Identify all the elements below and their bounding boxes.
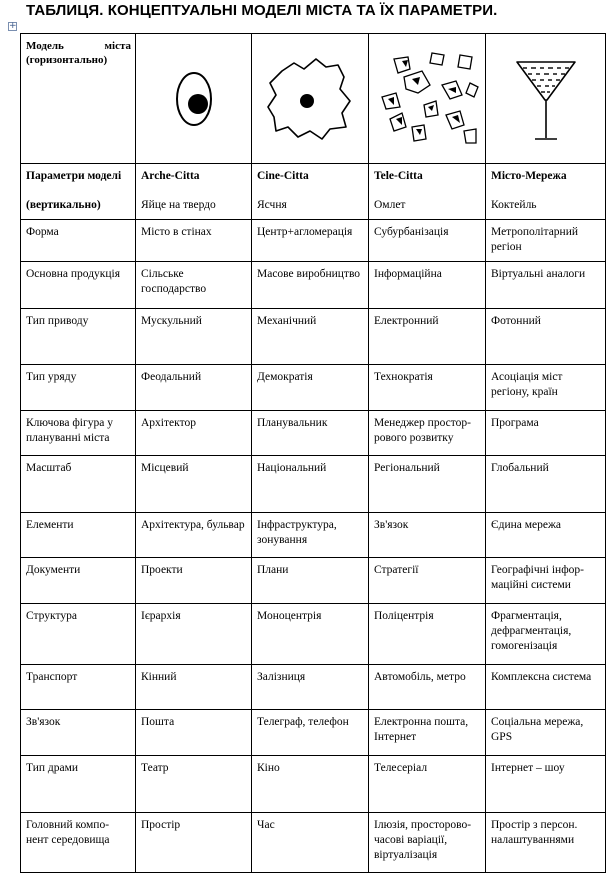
table-row: [21, 604, 606, 665]
table-cell: Демократія: [252, 365, 369, 411]
params-header-row: [21, 164, 606, 220]
model-subtitle: Яйце на твердо: [141, 199, 216, 211]
table-cell: Залізниця: [252, 665, 369, 710]
param-label: Структура: [21, 604, 136, 665]
table-cell: Єдина мережа: [486, 513, 606, 558]
table-row: [21, 665, 606, 710]
table-cell: Ілюзія, просторово-часові варіації, віртуалізація: [369, 813, 486, 873]
table-cell: Телеграф, телефон: [252, 710, 369, 756]
model-subtitle: Омлет: [374, 199, 406, 211]
table-cell: Електронний: [369, 309, 486, 365]
params-label-a: Параметри моделі: [26, 170, 122, 182]
params-header-cell: [21, 164, 136, 220]
table-cell: Телесеріал: [369, 756, 486, 813]
model-name: Місто-Мережа: [491, 170, 567, 182]
table-cell: Сільське господарство: [136, 262, 252, 309]
model-subtitle: Коктейль: [491, 199, 537, 211]
table-cell: Зв'язок: [369, 513, 486, 558]
model-label-b: міста: [104, 40, 131, 52]
table-cell: Віртуальні аналоги: [486, 262, 606, 309]
model-header-arche: [136, 164, 252, 220]
table-cell: Масове виробництво: [252, 262, 369, 309]
table-cell: Центр+агломерація: [252, 220, 369, 262]
table-row: [21, 220, 606, 262]
param-label: Тип уряду: [21, 365, 136, 411]
param-label: Зв'язок: [21, 710, 136, 756]
table-cell: Програма: [486, 411, 606, 456]
fried-egg-icon: [260, 51, 360, 147]
table-cell: Мускульний: [136, 309, 252, 365]
table-cell: Регіональний: [369, 456, 486, 513]
table-cell: Час: [252, 813, 369, 873]
page-title: ТАБЛИЦЯ. КОНЦЕПТУАЛЬНІ МОДЕЛІ МІСТА ТА ЇХ ПАРАМЕТРИ.: [26, 2, 498, 19]
table-cell: Архітектор: [136, 411, 252, 456]
param-label: Транспорт: [21, 665, 136, 710]
param-label: Масштаб: [21, 456, 136, 513]
model-header-cine: [252, 164, 369, 220]
table-cell: Асоціація міст регіону, країн: [486, 365, 606, 411]
model-name: Cine-Citta: [257, 170, 309, 182]
table-cell: Географічні інфор-маційні системи: [486, 558, 606, 604]
table-cell: Автомобіль, метро: [369, 665, 486, 710]
table-cell: Механічний: [252, 309, 369, 365]
table-row: [21, 513, 606, 558]
table-cell: Інфраструктура, зонування: [252, 513, 369, 558]
table-row: [21, 456, 606, 513]
cocktail-picture-cell: [486, 34, 606, 164]
omelette-picture-cell: [369, 34, 486, 164]
param-label: Головний компо-нент середовища: [21, 813, 136, 873]
model-header-cell: [21, 34, 136, 164]
table-cell: Плани: [252, 558, 369, 604]
table-cell: Ієрархія: [136, 604, 252, 665]
table-cell: Феодальний: [136, 365, 252, 411]
table-cell: Глобальний: [486, 456, 606, 513]
param-label: Документи: [21, 558, 136, 604]
table-cell: Фрагментація, дефрагментація, гомогенізація: [486, 604, 606, 665]
param-label: Ключова фігура у плануванні міста: [21, 411, 136, 456]
table-cell: Інформаційна: [369, 262, 486, 309]
fried-egg-picture-cell: [252, 34, 369, 164]
models-table: [20, 33, 606, 873]
table-row: [21, 558, 606, 604]
param-label: Основна продукція: [21, 262, 136, 309]
pictures-row: [21, 34, 606, 164]
table-cell: Моноцентрія: [252, 604, 369, 665]
param-label: Тип приводу: [21, 309, 136, 365]
table-cell: Планувальник: [252, 411, 369, 456]
table-row: [21, 309, 606, 365]
model-subtitle: Ясчня: [257, 199, 287, 211]
table-cell: Архітектура, бульвар: [136, 513, 252, 558]
omelette-icon: [372, 49, 482, 149]
table-row: [21, 365, 606, 411]
param-label: Елементи: [21, 513, 136, 558]
model-header-tele: [369, 164, 486, 220]
table-row: [21, 756, 606, 813]
model-name: Tele-Citta: [374, 170, 423, 182]
table-cell: Кіно: [252, 756, 369, 813]
table-row: [21, 262, 606, 309]
table-cell: Місцевий: [136, 456, 252, 513]
table-cell: Театр: [136, 756, 252, 813]
table-cell: Проекти: [136, 558, 252, 604]
params-label-b: (вертикально): [26, 199, 101, 211]
table-cell: Простір: [136, 813, 252, 873]
table-cell: Соціальна мережа, GPS: [486, 710, 606, 756]
model-header-network: [486, 164, 606, 220]
table-row: [21, 813, 606, 873]
param-label: Тип драми: [21, 756, 136, 813]
table-row: [21, 710, 606, 756]
table-cell: Електронна пошта, Інтернет: [369, 710, 486, 756]
model-label-c: (горизонтально): [26, 54, 108, 66]
table-cell: Простір з персон. налаштуваннями: [486, 813, 606, 873]
model-name: Arche-Citta: [141, 170, 200, 182]
move-table-icon[interactable]: +: [9, 21, 17, 31]
egg-icon: [164, 57, 224, 141]
table-cell: Інтернет – шоу: [486, 756, 606, 813]
table-row: [21, 411, 606, 456]
param-label: Форма: [21, 220, 136, 262]
table-cell: Місто в стінах: [136, 220, 252, 262]
egg-picture-cell: [136, 34, 252, 164]
table-cell: Субурбанізація: [369, 220, 486, 262]
model-label-a: Модель: [26, 40, 64, 52]
table-cell: Метрополітарний регіон: [486, 220, 606, 262]
table-cell: Кінний: [136, 665, 252, 710]
table-cell: Фотонний: [486, 309, 606, 365]
cocktail-glass-icon: [511, 54, 581, 144]
table-cell: Комплексна система: [486, 665, 606, 710]
table-cell: Національний: [252, 456, 369, 513]
table-cell: Поліцентрія: [369, 604, 486, 665]
table-cell: Технократія: [369, 365, 486, 411]
table-cell: Стратегії: [369, 558, 486, 604]
table-cell: Пошта: [136, 710, 252, 756]
table-cell: Менеджер простоp-рового розвитку: [369, 411, 486, 456]
